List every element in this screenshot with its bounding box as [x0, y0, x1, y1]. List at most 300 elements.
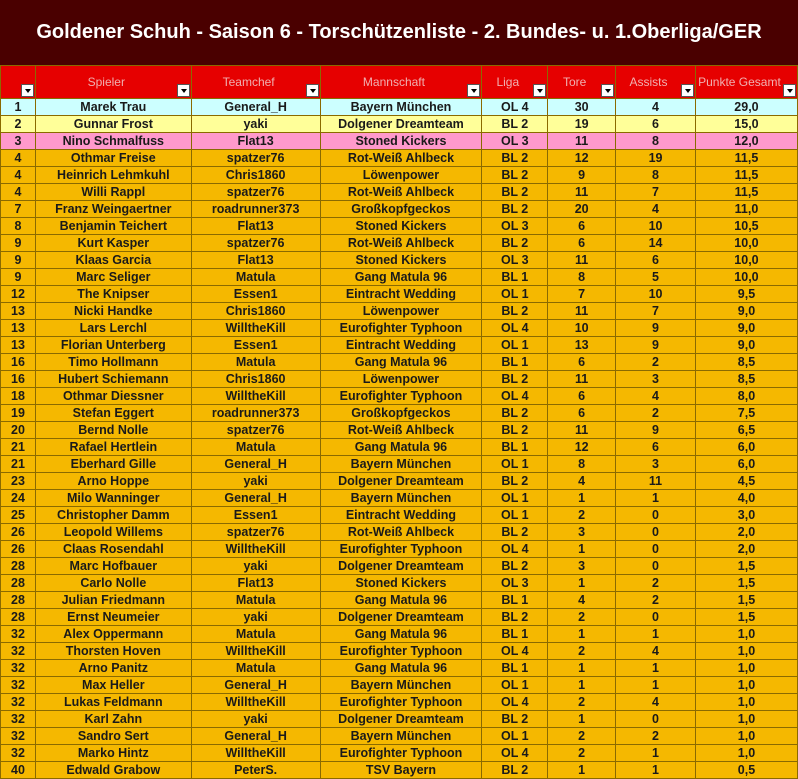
- liga-cell[interactable]: OL 1: [482, 286, 548, 303]
- spieler-cell[interactable]: Timo Hollmann: [35, 354, 191, 371]
- punkte-cell[interactable]: 9,5: [695, 286, 797, 303]
- rank-cell[interactable]: 12: [1, 286, 36, 303]
- teamchef-cell[interactable]: Chris1860: [191, 303, 320, 320]
- liga-cell[interactable]: BL 1: [482, 592, 548, 609]
- rank-cell[interactable]: 40: [1, 762, 36, 779]
- assists-cell[interactable]: 1: [616, 660, 696, 677]
- liga-cell[interactable]: BL 2: [482, 184, 548, 201]
- assists-cell[interactable]: 3: [616, 456, 696, 473]
- mannschaft-cell[interactable]: Dolgener Dreamteam: [320, 711, 482, 728]
- assists-cell[interactable]: 0: [616, 541, 696, 558]
- filter-dropdown-icon[interactable]: [601, 84, 614, 97]
- tore-cell[interactable]: 3: [548, 524, 616, 541]
- mannschaft-cell[interactable]: Eintracht Wedding: [320, 507, 482, 524]
- punkte-cell[interactable]: 1,0: [695, 643, 797, 660]
- teamchef-cell[interactable]: spatzer76: [191, 524, 320, 541]
- tore-cell[interactable]: 19: [548, 116, 616, 133]
- rank-cell[interactable]: 9: [1, 269, 36, 286]
- liga-cell[interactable]: OL 3: [482, 218, 548, 235]
- tore-cell[interactable]: 1: [548, 762, 616, 779]
- assists-cell[interactable]: 1: [616, 677, 696, 694]
- mannschaft-cell[interactable]: Löwenpower: [320, 371, 482, 388]
- liga-cell[interactable]: BL 2: [482, 558, 548, 575]
- tore-cell[interactable]: 1: [548, 490, 616, 507]
- teamchef-cell[interactable]: General_H: [191, 677, 320, 694]
- rank-cell[interactable]: 2: [1, 116, 36, 133]
- rank-cell[interactable]: 4: [1, 150, 36, 167]
- mannschaft-cell[interactable]: Gang Matula 96: [320, 439, 482, 456]
- spieler-cell[interactable]: Stefan Eggert: [35, 405, 191, 422]
- mannschaft-cell[interactable]: Gang Matula 96: [320, 269, 482, 286]
- tore-cell[interactable]: 4: [548, 473, 616, 490]
- teamchef-cell[interactable]: Flat13: [191, 252, 320, 269]
- mannschaft-cell[interactable]: Bayern München: [320, 456, 482, 473]
- tore-cell[interactable]: 13: [548, 337, 616, 354]
- liga-cell[interactable]: BL 2: [482, 422, 548, 439]
- liga-cell[interactable]: BL 2: [482, 405, 548, 422]
- mannschaft-cell[interactable]: Stoned Kickers: [320, 252, 482, 269]
- tore-cell[interactable]: 6: [548, 388, 616, 405]
- assists-cell[interactable]: 1: [616, 490, 696, 507]
- liga-cell[interactable]: OL 4: [482, 643, 548, 660]
- spieler-cell[interactable]: Eberhard Gille: [35, 456, 191, 473]
- rank-cell[interactable]: 9: [1, 252, 36, 269]
- spieler-cell[interactable]: Heinrich Lehmkuhl: [35, 167, 191, 184]
- assists-cell[interactable]: 2: [616, 575, 696, 592]
- tore-cell[interactable]: 4: [548, 592, 616, 609]
- rank-cell[interactable]: 25: [1, 507, 36, 524]
- mannschaft-cell[interactable]: Stoned Kickers: [320, 575, 482, 592]
- assists-cell[interactable]: 2: [616, 592, 696, 609]
- teamchef-cell[interactable]: WilltheKill: [191, 694, 320, 711]
- filter-dropdown-icon[interactable]: [783, 84, 796, 97]
- punkte-cell[interactable]: 10,0: [695, 269, 797, 286]
- assists-cell[interactable]: 6: [616, 116, 696, 133]
- tore-cell[interactable]: 12: [548, 150, 616, 167]
- spieler-cell[interactable]: Thorsten Hoven: [35, 643, 191, 660]
- assists-cell[interactable]: 9: [616, 422, 696, 439]
- tore-cell[interactable]: 9: [548, 167, 616, 184]
- teamchef-cell[interactable]: Flat13: [191, 575, 320, 592]
- assists-cell[interactable]: 0: [616, 558, 696, 575]
- liga-cell[interactable]: BL 2: [482, 371, 548, 388]
- spieler-cell[interactable]: Julian Friedmann: [35, 592, 191, 609]
- mannschaft-cell[interactable]: Rot-Weiß Ahlbeck: [320, 184, 482, 201]
- mannschaft-cell[interactable]: Stoned Kickers: [320, 218, 482, 235]
- tore-cell[interactable]: 11: [548, 252, 616, 269]
- liga-cell[interactable]: OL 1: [482, 677, 548, 694]
- punkte-cell[interactable]: 10,5: [695, 218, 797, 235]
- teamchef-cell[interactable]: WilltheKill: [191, 320, 320, 337]
- mannschaft-cell[interactable]: Rot-Weiß Ahlbeck: [320, 150, 482, 167]
- spieler-cell[interactable]: Christopher Damm: [35, 507, 191, 524]
- mannschaft-cell[interactable]: Eurofighter Typhoon: [320, 643, 482, 660]
- mannschaft-cell[interactable]: Bayern München: [320, 677, 482, 694]
- filter-dropdown-icon[interactable]: [681, 84, 694, 97]
- spieler-cell[interactable]: Alex Oppermann: [35, 626, 191, 643]
- mannschaft-cell[interactable]: Rot-Weiß Ahlbeck: [320, 524, 482, 541]
- liga-cell[interactable]: OL 4: [482, 541, 548, 558]
- liga-cell[interactable]: OL 1: [482, 490, 548, 507]
- punkte-cell[interactable]: 3,0: [695, 507, 797, 524]
- teamchef-cell[interactable]: WilltheKill: [191, 745, 320, 762]
- mannschaft-cell[interactable]: Eurofighter Typhoon: [320, 745, 482, 762]
- punkte-cell[interactable]: 1,0: [695, 728, 797, 745]
- mannschaft-cell[interactable]: Löwenpower: [320, 303, 482, 320]
- assists-cell[interactable]: 6: [616, 439, 696, 456]
- liga-cell[interactable]: BL 1: [482, 354, 548, 371]
- liga-cell[interactable]: OL 1: [482, 456, 548, 473]
- teamchef-cell[interactable]: spatzer76: [191, 422, 320, 439]
- teamchef-cell[interactable]: Flat13: [191, 218, 320, 235]
- tore-cell[interactable]: 6: [548, 235, 616, 252]
- mannschaft-cell[interactable]: Eurofighter Typhoon: [320, 388, 482, 405]
- rank-cell[interactable]: 13: [1, 303, 36, 320]
- spieler-cell[interactable]: Max Heller: [35, 677, 191, 694]
- punkte-cell[interactable]: 6,5: [695, 422, 797, 439]
- spieler-cell[interactable]: Bernd Nolle: [35, 422, 191, 439]
- assists-cell[interactable]: 5: [616, 269, 696, 286]
- teamchef-cell[interactable]: spatzer76: [191, 150, 320, 167]
- rank-cell[interactable]: 28: [1, 609, 36, 626]
- tore-cell[interactable]: 1: [548, 541, 616, 558]
- rank-cell[interactable]: 24: [1, 490, 36, 507]
- tore-cell[interactable]: 2: [548, 728, 616, 745]
- tore-cell[interactable]: 1: [548, 711, 616, 728]
- spieler-cell[interactable]: Nicki Handke: [35, 303, 191, 320]
- assists-cell[interactable]: 2: [616, 354, 696, 371]
- tore-cell[interactable]: 1: [548, 575, 616, 592]
- rank-cell[interactable]: 28: [1, 575, 36, 592]
- punkte-cell[interactable]: 2,0: [695, 541, 797, 558]
- liga-cell[interactable]: BL 2: [482, 711, 548, 728]
- mannschaft-cell[interactable]: Großkopfgeckos: [320, 405, 482, 422]
- tore-cell[interactable]: 1: [548, 677, 616, 694]
- teamchef-cell[interactable]: Matula: [191, 626, 320, 643]
- spieler-cell[interactable]: Sandro Sert: [35, 728, 191, 745]
- mannschaft-cell[interactable]: Bayern München: [320, 728, 482, 745]
- teamchef-cell[interactable]: yaki: [191, 473, 320, 490]
- spieler-cell[interactable]: Rafael Hertlein: [35, 439, 191, 456]
- tore-cell[interactable]: 11: [548, 422, 616, 439]
- rank-cell[interactable]: 32: [1, 745, 36, 762]
- teamchef-cell[interactable]: WilltheKill: [191, 388, 320, 405]
- assists-cell[interactable]: 4: [616, 388, 696, 405]
- rank-cell[interactable]: 32: [1, 626, 36, 643]
- assists-cell[interactable]: 1: [616, 626, 696, 643]
- punkte-cell[interactable]: 8,0: [695, 388, 797, 405]
- assists-cell[interactable]: 0: [616, 711, 696, 728]
- spieler-cell[interactable]: Arno Hoppe: [35, 473, 191, 490]
- punkte-cell[interactable]: 11,5: [695, 150, 797, 167]
- assists-cell[interactable]: 4: [616, 201, 696, 218]
- mannschaft-cell[interactable]: Dolgener Dreamteam: [320, 116, 482, 133]
- rank-cell[interactable]: 26: [1, 541, 36, 558]
- assists-cell[interactable]: 9: [616, 337, 696, 354]
- spieler-cell[interactable]: Kurt Kasper: [35, 235, 191, 252]
- assists-cell[interactable]: 4: [616, 643, 696, 660]
- punkte-cell[interactable]: 12,0: [695, 133, 797, 150]
- assists-cell[interactable]: 10: [616, 286, 696, 303]
- punkte-cell[interactable]: 7,5: [695, 405, 797, 422]
- assists-cell[interactable]: 0: [616, 609, 696, 626]
- mannschaft-cell[interactable]: Gang Matula 96: [320, 592, 482, 609]
- punkte-cell[interactable]: 1,0: [695, 660, 797, 677]
- assists-cell[interactable]: 1: [616, 745, 696, 762]
- mannschaft-cell[interactable]: Eurofighter Typhoon: [320, 694, 482, 711]
- assists-cell[interactable]: 4: [616, 99, 696, 116]
- mannschaft-cell[interactable]: Rot-Weiß Ahlbeck: [320, 422, 482, 439]
- rank-cell[interactable]: 16: [1, 371, 36, 388]
- spieler-cell[interactable]: Willi Rappl: [35, 184, 191, 201]
- spieler-cell[interactable]: Gunnar Frost: [35, 116, 191, 133]
- rank-cell[interactable]: 19: [1, 405, 36, 422]
- punkte-cell[interactable]: 2,0: [695, 524, 797, 541]
- rank-cell[interactable]: 16: [1, 354, 36, 371]
- spieler-cell[interactable]: Florian Unterberg: [35, 337, 191, 354]
- liga-cell[interactable]: BL 2: [482, 524, 548, 541]
- punkte-cell[interactable]: 1,0: [695, 626, 797, 643]
- rank-cell[interactable]: 4: [1, 184, 36, 201]
- liga-cell[interactable]: OL 4: [482, 388, 548, 405]
- filter-dropdown-icon[interactable]: [533, 84, 546, 97]
- spieler-cell[interactable]: Hubert Schiemann: [35, 371, 191, 388]
- liga-cell[interactable]: OL 1: [482, 337, 548, 354]
- spieler-cell[interactable]: Benjamin Teichert: [35, 218, 191, 235]
- assists-cell[interactable]: 2: [616, 728, 696, 745]
- tore-cell[interactable]: 11: [548, 133, 616, 150]
- assists-cell[interactable]: 1: [616, 762, 696, 779]
- teamchef-cell[interactable]: spatzer76: [191, 184, 320, 201]
- mannschaft-cell[interactable]: Stoned Kickers: [320, 133, 482, 150]
- tore-cell[interactable]: 2: [548, 694, 616, 711]
- punkte-cell[interactable]: 8,5: [695, 354, 797, 371]
- teamchef-cell[interactable]: Chris1860: [191, 167, 320, 184]
- assists-cell[interactable]: 3: [616, 371, 696, 388]
- mannschaft-cell[interactable]: Dolgener Dreamteam: [320, 473, 482, 490]
- punkte-cell[interactable]: 1,5: [695, 558, 797, 575]
- teamchef-cell[interactable]: General_H: [191, 728, 320, 745]
- teamchef-cell[interactable]: yaki: [191, 711, 320, 728]
- teamchef-cell[interactable]: Matula: [191, 439, 320, 456]
- rank-cell[interactable]: 1: [1, 99, 36, 116]
- tore-cell[interactable]: 11: [548, 184, 616, 201]
- liga-cell[interactable]: OL 1: [482, 728, 548, 745]
- tore-cell[interactable]: 6: [548, 218, 616, 235]
- assists-cell[interactable]: 19: [616, 150, 696, 167]
- punkte-cell[interactable]: 1,0: [695, 677, 797, 694]
- rank-cell[interactable]: 13: [1, 337, 36, 354]
- assists-cell[interactable]: 7: [616, 303, 696, 320]
- tore-cell[interactable]: 7: [548, 286, 616, 303]
- rank-cell[interactable]: 20: [1, 422, 36, 439]
- teamchef-cell[interactable]: PeterS.: [191, 762, 320, 779]
- teamchef-cell[interactable]: roadrunner373: [191, 201, 320, 218]
- tore-cell[interactable]: 3: [548, 558, 616, 575]
- tore-cell[interactable]: 11: [548, 303, 616, 320]
- punkte-cell[interactable]: 1,5: [695, 575, 797, 592]
- teamchef-cell[interactable]: General_H: [191, 490, 320, 507]
- tore-cell[interactable]: 2: [548, 643, 616, 660]
- assists-cell[interactable]: 0: [616, 524, 696, 541]
- punkte-cell[interactable]: 4,5: [695, 473, 797, 490]
- rank-cell[interactable]: 8: [1, 218, 36, 235]
- tore-cell[interactable]: 2: [548, 609, 616, 626]
- spieler-cell[interactable]: Franz Weingaertner: [35, 201, 191, 218]
- tore-cell[interactable]: 1: [548, 626, 616, 643]
- tore-cell[interactable]: 2: [548, 507, 616, 524]
- teamchef-cell[interactable]: Matula: [191, 660, 320, 677]
- tore-cell[interactable]: 8: [548, 456, 616, 473]
- assists-cell[interactable]: 0: [616, 507, 696, 524]
- spieler-cell[interactable]: Marc Seliger: [35, 269, 191, 286]
- tore-cell[interactable]: 11: [548, 371, 616, 388]
- assists-cell[interactable]: 2: [616, 405, 696, 422]
- rank-cell[interactable]: 28: [1, 558, 36, 575]
- teamchef-cell[interactable]: Flat13: [191, 133, 320, 150]
- filter-dropdown-icon[interactable]: [306, 84, 319, 97]
- filter-dropdown-icon[interactable]: [177, 84, 190, 97]
- punkte-cell[interactable]: 15,0: [695, 116, 797, 133]
- spieler-cell[interactable]: Edwald Grabow: [35, 762, 191, 779]
- rank-cell[interactable]: 32: [1, 660, 36, 677]
- teamchef-cell[interactable]: WilltheKill: [191, 541, 320, 558]
- tore-cell[interactable]: 2: [548, 745, 616, 762]
- spieler-cell[interactable]: Lukas Feldmann: [35, 694, 191, 711]
- liga-cell[interactable]: BL 1: [482, 269, 548, 286]
- tore-cell[interactable]: 6: [548, 354, 616, 371]
- rank-cell[interactable]: 32: [1, 728, 36, 745]
- punkte-cell[interactable]: 0,5: [695, 762, 797, 779]
- punkte-cell[interactable]: 1,0: [695, 745, 797, 762]
- spieler-cell[interactable]: Lars Lerchl: [35, 320, 191, 337]
- mannschaft-cell[interactable]: Dolgener Dreamteam: [320, 558, 482, 575]
- mannschaft-cell[interactable]: Rot-Weiß Ahlbeck: [320, 235, 482, 252]
- liga-cell[interactable]: BL 2: [482, 762, 548, 779]
- spieler-cell[interactable]: Ernst Neumeier: [35, 609, 191, 626]
- teamchef-cell[interactable]: Matula: [191, 269, 320, 286]
- mannschaft-cell[interactable]: Bayern München: [320, 490, 482, 507]
- liga-cell[interactable]: BL 1: [482, 660, 548, 677]
- assists-cell[interactable]: 8: [616, 133, 696, 150]
- assists-cell[interactable]: 4: [616, 694, 696, 711]
- assists-cell[interactable]: 7: [616, 184, 696, 201]
- spieler-cell[interactable]: Klaas Garcia: [35, 252, 191, 269]
- filter-dropdown-icon[interactable]: [21, 84, 34, 97]
- tore-cell[interactable]: 6: [548, 405, 616, 422]
- teamchef-cell[interactable]: General_H: [191, 456, 320, 473]
- mannschaft-cell[interactable]: Löwenpower: [320, 167, 482, 184]
- mannschaft-cell[interactable]: Bayern München: [320, 99, 482, 116]
- assists-cell[interactable]: 14: [616, 235, 696, 252]
- teamchef-cell[interactable]: Matula: [191, 592, 320, 609]
- tore-cell[interactable]: 8: [548, 269, 616, 286]
- rank-cell[interactable]: 32: [1, 643, 36, 660]
- assists-cell[interactable]: 11: [616, 473, 696, 490]
- assists-cell[interactable]: 10: [616, 218, 696, 235]
- punkte-cell[interactable]: 11,5: [695, 167, 797, 184]
- assists-cell[interactable]: 8: [616, 167, 696, 184]
- punkte-cell[interactable]: 4,0: [695, 490, 797, 507]
- liga-cell[interactable]: BL 2: [482, 150, 548, 167]
- rank-cell[interactable]: 26: [1, 524, 36, 541]
- punkte-cell[interactable]: 1,0: [695, 711, 797, 728]
- spieler-cell[interactable]: Karl Zahn: [35, 711, 191, 728]
- mannschaft-cell[interactable]: Eintracht Wedding: [320, 337, 482, 354]
- punkte-cell[interactable]: 29,0: [695, 99, 797, 116]
- rank-cell[interactable]: 13: [1, 320, 36, 337]
- liga-cell[interactable]: OL 4: [482, 99, 548, 116]
- punkte-cell[interactable]: 10,0: [695, 252, 797, 269]
- filter-dropdown-icon[interactable]: [467, 84, 480, 97]
- assists-cell[interactable]: 9: [616, 320, 696, 337]
- rank-cell[interactable]: 4: [1, 167, 36, 184]
- tore-cell[interactable]: 20: [548, 201, 616, 218]
- spieler-cell[interactable]: The Knipser: [35, 286, 191, 303]
- rank-cell[interactable]: 7: [1, 201, 36, 218]
- punkte-cell[interactable]: 6,0: [695, 456, 797, 473]
- liga-cell[interactable]: OL 3: [482, 575, 548, 592]
- spieler-cell[interactable]: Leopold Willems: [35, 524, 191, 541]
- punkte-cell[interactable]: 1,0: [695, 694, 797, 711]
- mannschaft-cell[interactable]: Gang Matula 96: [320, 626, 482, 643]
- liga-cell[interactable]: OL 1: [482, 507, 548, 524]
- teamchef-cell[interactable]: spatzer76: [191, 235, 320, 252]
- mannschaft-cell[interactable]: Dolgener Dreamteam: [320, 609, 482, 626]
- mannschaft-cell[interactable]: Eintracht Wedding: [320, 286, 482, 303]
- teamchef-cell[interactable]: Chris1860: [191, 371, 320, 388]
- teamchef-cell[interactable]: yaki: [191, 558, 320, 575]
- rank-cell[interactable]: 3: [1, 133, 36, 150]
- spieler-cell[interactable]: Othmar Freise: [35, 150, 191, 167]
- liga-cell[interactable]: BL 1: [482, 626, 548, 643]
- teamchef-cell[interactable]: Essen1: [191, 507, 320, 524]
- liga-cell[interactable]: BL 2: [482, 609, 548, 626]
- tore-cell[interactable]: 1: [548, 660, 616, 677]
- liga-cell[interactable]: BL 2: [482, 201, 548, 218]
- spieler-cell[interactable]: Marko Hintz: [35, 745, 191, 762]
- rank-cell[interactable]: 32: [1, 677, 36, 694]
- spieler-cell[interactable]: Arno Panitz: [35, 660, 191, 677]
- tore-cell[interactable]: 12: [548, 439, 616, 456]
- punkte-cell[interactable]: 6,0: [695, 439, 797, 456]
- teamchef-cell[interactable]: Essen1: [191, 337, 320, 354]
- tore-cell[interactable]: 10: [548, 320, 616, 337]
- spieler-cell[interactable]: Marc Hofbauer: [35, 558, 191, 575]
- liga-cell[interactable]: BL 2: [482, 235, 548, 252]
- tore-cell[interactable]: 30: [548, 99, 616, 116]
- liga-cell[interactable]: BL 1: [482, 439, 548, 456]
- rank-cell[interactable]: 18: [1, 388, 36, 405]
- punkte-cell[interactable]: 9,0: [695, 320, 797, 337]
- punkte-cell[interactable]: 11,5: [695, 184, 797, 201]
- spieler-cell[interactable]: Marek Trau: [35, 99, 191, 116]
- mannschaft-cell[interactable]: Eurofighter Typhoon: [320, 320, 482, 337]
- liga-cell[interactable]: OL 4: [482, 745, 548, 762]
- teamchef-cell[interactable]: roadrunner373: [191, 405, 320, 422]
- punkte-cell[interactable]: 10,0: [695, 235, 797, 252]
- spieler-cell[interactable]: Nino Schmalfuss: [35, 133, 191, 150]
- liga-cell[interactable]: OL 4: [482, 320, 548, 337]
- rank-cell[interactable]: 9: [1, 235, 36, 252]
- teamchef-cell[interactable]: WilltheKill: [191, 643, 320, 660]
- rank-cell[interactable]: 21: [1, 439, 36, 456]
- rank-cell[interactable]: 21: [1, 456, 36, 473]
- teamchef-cell[interactable]: General_H: [191, 99, 320, 116]
- punkte-cell[interactable]: 1,5: [695, 592, 797, 609]
- punkte-cell[interactable]: 9,0: [695, 337, 797, 354]
- spieler-cell[interactable]: Othmar Diessner: [35, 388, 191, 405]
